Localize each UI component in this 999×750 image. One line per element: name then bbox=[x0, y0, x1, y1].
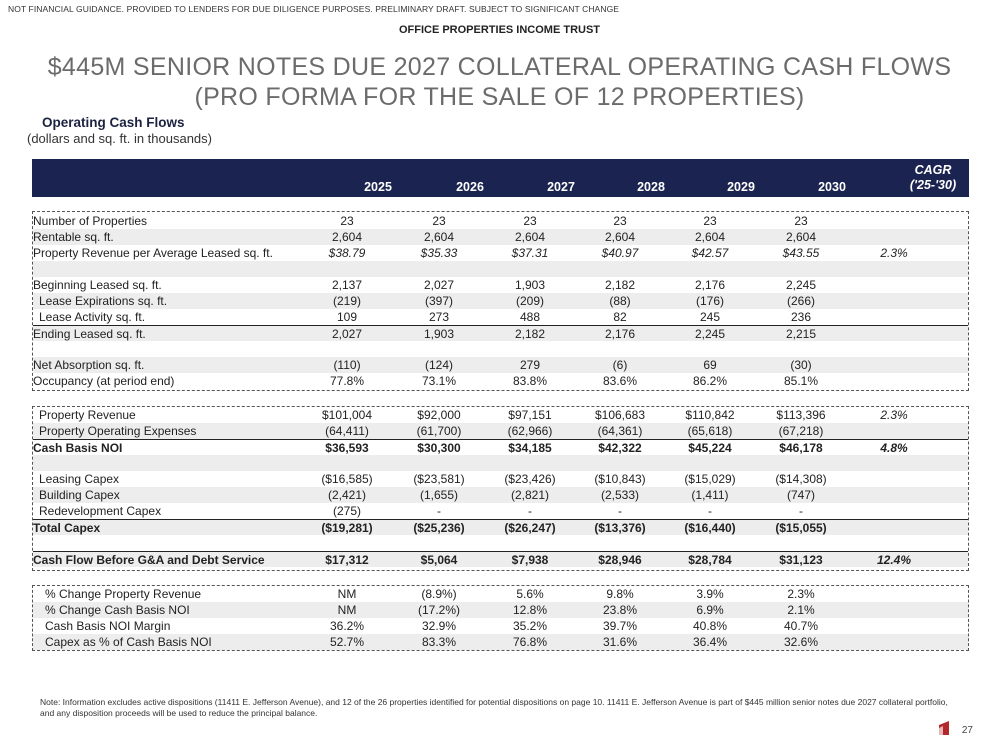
row-value: $36,593 bbox=[325, 441, 369, 455]
row-value: 2,245 bbox=[785, 278, 817, 292]
row-value: ($23,581) bbox=[413, 472, 465, 486]
row-value: - bbox=[437, 504, 441, 518]
row-value: (65,618) bbox=[687, 424, 733, 438]
row-value: $38.79 bbox=[328, 246, 366, 260]
company-name: OFFICE PROPERTIES INCOME TRUST bbox=[398, 24, 601, 36]
row-label: Net Absorption sq. ft. bbox=[33, 358, 145, 372]
year-header: 2028 bbox=[637, 180, 665, 194]
row-value: 73.1% bbox=[421, 374, 457, 388]
row-value: ($16,585) bbox=[321, 472, 373, 486]
cagr-label: CAGR bbox=[914, 163, 952, 177]
row-value: $110,842 bbox=[685, 408, 735, 422]
row-value: 2,604 bbox=[694, 230, 726, 244]
row-value: (2,821) bbox=[510, 488, 550, 502]
row-value: 23 bbox=[432, 214, 446, 228]
table-row bbox=[33, 519, 968, 535]
row-value: 32.6% bbox=[783, 635, 819, 649]
row-value: $28,784 bbox=[688, 553, 732, 567]
year-header: 2026 bbox=[456, 180, 484, 194]
row-value: (176) bbox=[695, 294, 724, 308]
row-value: 2.1% bbox=[787, 603, 815, 617]
row-value: 2,245 bbox=[694, 327, 726, 341]
row-value: (124) bbox=[424, 358, 453, 372]
row-label: Property Operating Expenses bbox=[39, 424, 197, 438]
ratios-block bbox=[32, 585, 969, 651]
row-value: 32.9% bbox=[421, 619, 457, 633]
year-header: 2029 bbox=[727, 180, 755, 194]
row-value: 2,604 bbox=[785, 230, 817, 244]
table-header bbox=[32, 159, 969, 197]
row-label: Capex as % of Cash Basis NOI bbox=[45, 635, 212, 649]
row-value: 23 bbox=[523, 214, 537, 228]
row-value: $92,000 bbox=[417, 408, 461, 422]
row-value: (266) bbox=[786, 294, 815, 308]
row-value: (62,966) bbox=[507, 424, 553, 438]
row-value: 2,604 bbox=[423, 230, 455, 244]
row-value: 77.8% bbox=[329, 374, 365, 388]
row-label: Beginning Leased sq. ft. bbox=[33, 278, 162, 292]
row-value: ($25,236) bbox=[413, 521, 465, 535]
row-value: 2,027 bbox=[423, 278, 455, 292]
row-value: 279 bbox=[519, 358, 541, 372]
cash-flow-block bbox=[32, 406, 969, 571]
row-value: $106,683 bbox=[594, 408, 646, 422]
row-value: 2.3% bbox=[787, 587, 815, 601]
row-value: 2,604 bbox=[514, 230, 546, 244]
row-label: Total Capex bbox=[33, 521, 101, 535]
row-value: $46,178 bbox=[779, 441, 823, 455]
operating-metrics-block bbox=[32, 211, 969, 391]
row-value: 83.6% bbox=[602, 374, 638, 388]
table-row bbox=[33, 373, 968, 389]
table-row bbox=[33, 455, 968, 471]
row-value: 85.1% bbox=[783, 374, 819, 388]
row-value: $42,322 bbox=[598, 441, 642, 455]
page-title bbox=[0, 52, 999, 112]
row-value: (64,361) bbox=[597, 424, 643, 438]
row-value: 273 bbox=[428, 310, 450, 324]
title-line-1: $445M SENIOR NOTES DUE 2027 COLLATERAL OPERATING CASH FLOWS bbox=[47, 53, 952, 81]
row-value: (64,411) bbox=[325, 424, 369, 438]
row-value: ($26,247) bbox=[504, 521, 556, 535]
row-cagr: 4.8% bbox=[880, 441, 908, 455]
page-number: 27 bbox=[961, 725, 973, 736]
row-value: - bbox=[618, 504, 622, 518]
year-header: 2027 bbox=[547, 180, 575, 194]
row-value: 23.8% bbox=[602, 603, 638, 617]
row-value: 36.4% bbox=[692, 635, 728, 649]
row-label: Property Revenue per Average Leased sq. ft. bbox=[33, 246, 273, 260]
disclaimer-text: NOT FINANCIAL GUIDANCE. PROVIDED TO LENDERS FOR DUE DILIGENCE PURPOSES. PRELIMINARY DRAFT. SUBJECT TO SIGNIFICANT CHANGE bbox=[8, 4, 620, 14]
row-value: 76.8% bbox=[512, 635, 548, 649]
row-value: ($13,376) bbox=[594, 521, 646, 535]
year-header: 2025 bbox=[364, 180, 392, 194]
row-value: 6.9% bbox=[696, 603, 724, 617]
row-value: 9.8% bbox=[606, 587, 634, 601]
row-value: 3.9% bbox=[696, 587, 724, 601]
row-value: $40.97 bbox=[601, 246, 639, 260]
row-value: 5.6% bbox=[516, 587, 544, 601]
row-value: 83.8% bbox=[512, 374, 548, 388]
row-value: $17,312 bbox=[325, 553, 369, 567]
row-label: Lease Expirations sq. ft. bbox=[39, 294, 168, 308]
row-value: 2,027 bbox=[331, 327, 363, 341]
row-value: 36.2% bbox=[329, 619, 365, 633]
row-value: 83.3% bbox=[421, 635, 457, 649]
row-value: - bbox=[708, 504, 712, 518]
table-row bbox=[33, 471, 968, 487]
year-header: 2030 bbox=[818, 180, 846, 194]
row-value: 69 bbox=[703, 358, 717, 372]
row-value: $28,946 bbox=[598, 553, 642, 567]
row-value: (110) bbox=[333, 358, 361, 372]
table-row bbox=[33, 325, 968, 341]
table-row bbox=[33, 423, 968, 439]
table-row bbox=[33, 535, 968, 551]
table-row bbox=[33, 439, 968, 455]
row-value: (6) bbox=[612, 358, 628, 372]
cagr-header bbox=[903, 163, 963, 193]
row-value: ($15,055) bbox=[775, 521, 827, 535]
table-row bbox=[33, 293, 968, 309]
row-value: (275) bbox=[332, 504, 361, 518]
row-value: 35.2% bbox=[512, 619, 548, 633]
row-value: 23 bbox=[613, 214, 627, 228]
row-value: 236 bbox=[790, 310, 812, 324]
row-value: ($10,843) bbox=[594, 472, 646, 486]
table-row bbox=[33, 357, 968, 373]
row-cagr: 2.3% bbox=[880, 408, 908, 422]
row-value: ($16,440) bbox=[684, 521, 736, 535]
table-row bbox=[33, 602, 968, 618]
row-value: 86.2% bbox=[692, 374, 728, 388]
table-row bbox=[33, 634, 968, 650]
row-value: NM bbox=[337, 603, 357, 617]
row-label: % Change Property Revenue bbox=[45, 587, 202, 601]
row-label: Rentable sq. ft. bbox=[33, 230, 114, 244]
row-value: $37.31 bbox=[511, 246, 549, 260]
row-value: 23 bbox=[703, 214, 717, 228]
row-value: $42.57 bbox=[691, 246, 729, 260]
row-label: Occupancy (at period end) bbox=[33, 374, 175, 388]
row-value: $31,123 bbox=[779, 553, 823, 567]
row-value: (747) bbox=[786, 488, 815, 502]
table-row bbox=[33, 551, 968, 567]
section-subtitle: (dollars and sq. ft. in thousands) bbox=[27, 131, 212, 146]
row-value: 2,182 bbox=[514, 327, 546, 341]
logo-icon bbox=[939, 721, 949, 735]
row-label: Redevelopment Capex bbox=[39, 504, 162, 518]
row-label: Cash Basis NOI Margin bbox=[45, 619, 171, 633]
title-line-2: (PRO FORMA FOR THE SALE OF 12 PROPERTIES) bbox=[194, 83, 805, 111]
row-value: - bbox=[799, 504, 803, 518]
row-value: ($15,029) bbox=[684, 472, 736, 486]
table-row bbox=[33, 213, 968, 229]
table-row bbox=[33, 407, 968, 423]
row-value: 23 bbox=[340, 214, 354, 228]
row-value: (30) bbox=[790, 358, 812, 372]
row-value: (209) bbox=[515, 294, 544, 308]
row-value: (67,218) bbox=[778, 424, 824, 438]
row-value: ($23,426) bbox=[504, 472, 556, 486]
row-value: (2,421) bbox=[327, 488, 367, 502]
row-label: % Change Cash Basis NOI bbox=[45, 603, 190, 617]
row-value: $113,396 bbox=[776, 408, 826, 422]
row-value: $43.55 bbox=[782, 246, 820, 260]
row-label: Leasing Capex bbox=[39, 472, 120, 486]
row-value: 40.8% bbox=[692, 619, 728, 633]
row-value: 23 bbox=[794, 214, 808, 228]
row-label: Property Revenue bbox=[39, 408, 136, 422]
row-value: $7,938 bbox=[511, 553, 549, 567]
row-value: $34,185 bbox=[508, 441, 552, 455]
row-label: Cash Flow Before G&A and Debt Service bbox=[33, 553, 265, 567]
cagr-range-label: ('25-'30) bbox=[909, 178, 957, 192]
row-value: - bbox=[528, 504, 532, 518]
row-value: ($19,281) bbox=[321, 521, 373, 535]
row-value: 12.8% bbox=[512, 603, 548, 617]
row-label: Ending Leased sq. ft. bbox=[33, 327, 146, 341]
row-value: $45,224 bbox=[688, 441, 732, 455]
row-value: (2,533) bbox=[600, 488, 640, 502]
row-value: ($14,308) bbox=[775, 472, 827, 486]
row-value: 2,604 bbox=[331, 230, 363, 244]
row-value: (61,700) bbox=[416, 424, 462, 438]
table-row bbox=[33, 618, 968, 634]
row-value: 2,182 bbox=[604, 278, 636, 292]
row-value: 2,137 bbox=[331, 278, 363, 292]
row-value: 2,215 bbox=[785, 327, 817, 341]
table-row bbox=[33, 309, 968, 325]
row-value: (1,411) bbox=[691, 488, 729, 502]
row-value: 2,176 bbox=[694, 278, 726, 292]
row-value: $35.33 bbox=[420, 246, 458, 260]
row-value: 488 bbox=[519, 310, 541, 324]
table-row bbox=[33, 503, 968, 519]
row-value: (8.9%) bbox=[421, 587, 457, 601]
row-cagr: 12.4% bbox=[876, 553, 912, 567]
row-value: 245 bbox=[699, 310, 721, 324]
table-row bbox=[33, 229, 968, 245]
row-cagr: 2.3% bbox=[880, 246, 908, 260]
row-value: 109 bbox=[336, 310, 358, 324]
row-value: 1,903 bbox=[423, 327, 455, 341]
row-value: 40.7% bbox=[783, 619, 819, 633]
row-value: (17.2%) bbox=[417, 603, 461, 617]
row-value: (397) bbox=[424, 294, 453, 308]
table-row bbox=[33, 261, 968, 277]
table-row bbox=[33, 277, 968, 293]
row-value: 2,604 bbox=[604, 230, 636, 244]
row-label: Cash Basis NOI bbox=[33, 441, 123, 455]
row-label: Building Capex bbox=[39, 488, 120, 502]
row-label: Number of Properties bbox=[33, 214, 148, 228]
table-row bbox=[33, 341, 968, 357]
row-value: 2,176 bbox=[604, 327, 636, 341]
row-value: 82 bbox=[613, 310, 627, 324]
row-value: 31.6% bbox=[602, 635, 638, 649]
table-row bbox=[33, 487, 968, 503]
row-label: Lease Activity sq. ft. bbox=[39, 310, 146, 324]
table-row bbox=[33, 586, 968, 602]
row-value: $97,151 bbox=[508, 408, 552, 422]
row-value: (88) bbox=[609, 294, 631, 308]
row-value: $101,004 bbox=[321, 408, 373, 422]
row-value: $30,300 bbox=[417, 441, 461, 455]
footnote: Note: Information excludes active dispositions (11411 E. Jefferson Avenue), and 12 of the 26 properties identified for potential dispositions on page 10. 11411 E. Jefferson Avenue is part of $445 million senior notes due 2027 collateral portfolio, and any disposition proceeds will be used to reduce the principal balance. bbox=[40, 697, 948, 718]
row-value: (219) bbox=[332, 294, 361, 308]
row-value: NM bbox=[337, 587, 357, 601]
row-value: $5,064 bbox=[420, 553, 458, 567]
row-value: 39.7% bbox=[602, 619, 638, 633]
row-value: 52.7% bbox=[329, 635, 365, 649]
row-value: 1,903 bbox=[514, 278, 546, 292]
row-value: (1,655) bbox=[419, 488, 459, 502]
section-title: Operating Cash Flows bbox=[42, 115, 185, 130]
table-row bbox=[33, 245, 968, 261]
